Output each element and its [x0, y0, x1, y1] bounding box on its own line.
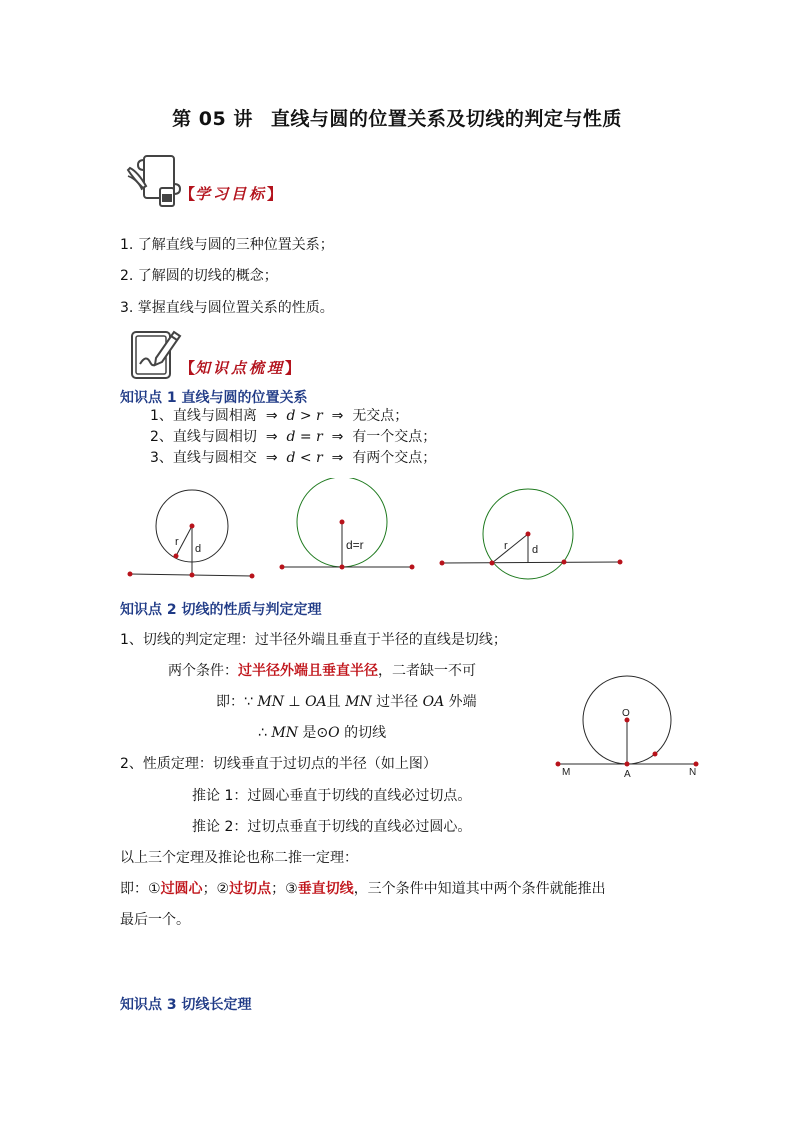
- perp-symbol: ⊥: [283, 694, 306, 710]
- label-r: r: [175, 536, 179, 548]
- label-d-eq-r: d=r: [346, 538, 364, 552]
- bracket-close: 】: [267, 185, 283, 203]
- point: [562, 560, 567, 565]
- kp2-judgment-theorem: 1、切线的判定定理：过半径外端且垂直于半径的直线是切线；: [120, 632, 507, 648]
- math-mn: MN: [271, 725, 298, 741]
- math-oa: OA: [305, 694, 327, 710]
- kp2-summary-end: 最后一个。: [120, 912, 190, 928]
- tangent-figure: [550, 672, 710, 784]
- point: [618, 560, 623, 565]
- page-title: [0, 104, 794, 131]
- point: [250, 574, 255, 579]
- knowledge-banner-label: 知识点梳理: [195, 359, 286, 377]
- point: [653, 752, 658, 757]
- item-text: 3、直线与圆相交: [150, 450, 257, 466]
- label-r: r: [504, 540, 508, 552]
- summary-prefix: 即：①: [120, 881, 161, 897]
- goal-item: 1. 了解直线与圆的三种位置关系；: [120, 237, 334, 253]
- conditions-suffix: ，二者缺一不可: [378, 663, 476, 679]
- kp2-because-line: [216, 692, 477, 712]
- point: [340, 520, 345, 525]
- condition-through-point: 过切点: [229, 881, 272, 897]
- text-tangent: 的切线: [339, 725, 387, 741]
- text-end: 外端: [444, 694, 477, 710]
- point: [340, 565, 345, 570]
- kp2-therefore-line: [258, 723, 386, 743]
- kp2-summary: 以上三个定理及推论也称二推一定理：: [120, 850, 358, 866]
- text-is-circle: 是⊙: [297, 725, 329, 741]
- item-text: 2、直线与圆相切: [150, 429, 257, 445]
- implies-symbol: ⇒: [331, 429, 344, 445]
- conditions-prefix: 两个条件：: [168, 663, 238, 679]
- kp2-heading: 知识点 2 切线的性质与判定定理: [120, 602, 322, 618]
- bracket-open: 【: [180, 185, 196, 203]
- point: [526, 532, 531, 537]
- point: [190, 573, 195, 578]
- figure-tangent: [280, 478, 415, 570]
- point: [440, 561, 445, 566]
- math-o: O: [328, 725, 340, 741]
- therefore-symbol: ∴: [258, 725, 272, 741]
- math-oa: OA: [422, 694, 445, 710]
- point: [410, 565, 415, 570]
- text-and: 且: [326, 694, 346, 710]
- item-condition: d > r: [286, 408, 323, 424]
- condition-through-center: 过圆心: [160, 881, 203, 897]
- bracket-open: 【: [180, 359, 196, 377]
- because-prefix: 即：∵: [216, 694, 258, 710]
- kp1-item: [150, 406, 408, 426]
- separator: ；②: [202, 881, 230, 897]
- position-figures: [120, 478, 640, 588]
- label-d: d: [195, 543, 202, 555]
- bracket-close: 】: [285, 359, 301, 377]
- item-result: 有两个交点；: [352, 450, 437, 466]
- summary-suffix: ，三个条件中知道其中两个条件就能推出: [353, 881, 606, 897]
- item-result: 无交点；: [352, 408, 409, 424]
- point: [490, 561, 495, 566]
- kp1-heading: 知识点 1 直线与圆的位置关系: [120, 390, 308, 406]
- math-mn: MN: [257, 694, 284, 710]
- knowledge-banner: [180, 357, 300, 378]
- label-o: O: [622, 708, 630, 719]
- math-mn: MN: [345, 694, 372, 710]
- implies-symbol: ⇒: [331, 450, 344, 466]
- point: [190, 524, 195, 529]
- kp2-conditions: [168, 661, 476, 681]
- lecture-topic: 直线与圆的位置关系及切线的判定与性质: [270, 108, 622, 130]
- implies-symbol: ⇒: [265, 450, 278, 466]
- kp1-item: [150, 448, 436, 468]
- implies-symbol: ⇒: [265, 429, 278, 445]
- implies-symbol: ⇒: [265, 408, 278, 424]
- kp2-property-theorem: 2、性质定理：切线垂直于过切点的半径（如上图）: [120, 756, 437, 772]
- item-condition: d = r: [286, 429, 323, 445]
- radius: [492, 534, 528, 563]
- point: [625, 762, 630, 767]
- notepad-pencil-icon: [126, 324, 186, 384]
- conditions-highlight: 过半径外端且垂直半径: [238, 663, 378, 679]
- kp3-heading: 知识点 3 切线长定理: [120, 997, 252, 1013]
- label-n: N: [689, 767, 697, 778]
- point: [174, 554, 179, 559]
- item-condition: d < r: [286, 450, 323, 466]
- item-text: 1、直线与圆相离: [150, 408, 257, 424]
- lecture-number: 第 05 讲: [172, 108, 253, 130]
- figure-separate: [128, 490, 255, 579]
- kp2-corollary-2: 推论 2：过切点垂直于切线的直线必过圆心。: [192, 819, 472, 835]
- point: [556, 762, 561, 767]
- implies-symbol: ⇒: [331, 408, 344, 424]
- separator: ；③: [271, 881, 298, 897]
- label-m: M: [562, 767, 571, 778]
- label-d: d: [532, 544, 539, 556]
- point: [280, 565, 285, 570]
- condition-perpendicular: 垂直切线: [297, 881, 354, 897]
- goal-item: 3. 掌握直线与圆位置关系的性质。: [120, 300, 334, 316]
- line: [442, 562, 620, 563]
- label-a: A: [624, 769, 631, 780]
- point: [694, 762, 699, 767]
- goal-item: 2. 了解圆的切线的概念；: [120, 268, 278, 284]
- goals-banner-label: 学习目标: [195, 185, 268, 203]
- kp1-item: [150, 427, 436, 447]
- kp2-corollary-1: 推论 1：过圆心垂直于切线的直线必过切点。: [192, 788, 472, 804]
- kp2-two-imply-one: [120, 879, 606, 899]
- goals-banner: [180, 183, 282, 204]
- point: [128, 572, 133, 577]
- item-result: 有一个交点；: [352, 429, 437, 445]
- text-through: 过半径: [371, 694, 423, 710]
- figure-intersect: [440, 489, 623, 579]
- scroll-quill-icon: [122, 150, 182, 210]
